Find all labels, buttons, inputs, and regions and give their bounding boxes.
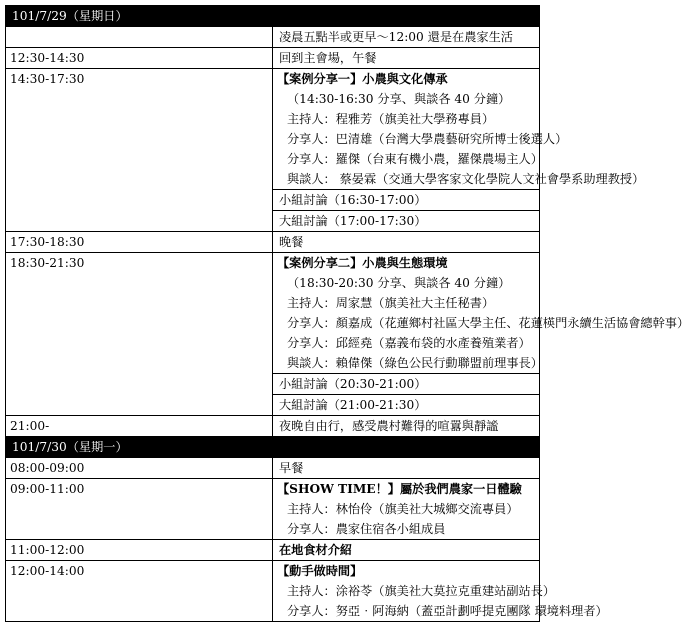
session-title: 【案例分享一】小農與文化傳承 <box>277 72 448 86</box>
activity-cell: 早餐 <box>273 458 540 479</box>
time-cell <box>6 27 273 48</box>
activity-cell: 回到主會場，午餐 <box>273 48 540 69</box>
session-detail <box>273 479 540 540</box>
session-line: 與談人：賴偉傑（綠色公民行動聯盟前理事長） <box>287 356 543 370</box>
table-row <box>6 48 540 69</box>
table-row <box>6 69 540 190</box>
activity-cell: 晚餐 <box>273 232 540 253</box>
table-row <box>6 27 540 48</box>
session-line: 分享人：努亞‧阿海納（蓋亞計劃呼提克團隊 環境料理者） <box>287 604 608 618</box>
table-row <box>6 232 540 253</box>
group-discussion: 小組討論（16:30-17:00） <box>273 190 540 211</box>
time-cell: 18:30-21:30 <box>6 253 273 416</box>
session-title: 【動手做時間】 <box>277 564 363 578</box>
group-discussion: 大組討論（21:00-21:30） <box>273 395 540 416</box>
session-line: 主持人：程雅芳（旗美社大學務專員） <box>287 112 495 126</box>
session-line: （18:30-20:30 分享、與談各 40 分鐘） <box>287 276 511 290</box>
session-detail <box>273 69 645 190</box>
table-row <box>6 253 540 374</box>
time-cell: 21:00- <box>6 416 273 437</box>
session-line: 主持人：涂裕苓（旗美社大莫拉克重建站副站長） <box>287 584 556 598</box>
day-header-label: 101/7/30（星期一） <box>12 440 128 454</box>
group-discussion: 大組討論（17:00-17:30） <box>273 211 540 232</box>
day-header <box>6 437 540 458</box>
session-title: 【SHOW TIME！】屬於我們農家一日體驗 <box>277 482 522 496</box>
session-detail <box>273 561 608 622</box>
time-cell: 12:30-14:30 <box>6 48 273 69</box>
session-line: 分享人：邱經堯（嘉義布袋的水產養殖業者） <box>287 336 531 350</box>
session-title: 【案例分享二】小農與生態環境 <box>277 256 448 270</box>
time-cell: 17:30-18:30 <box>6 232 273 253</box>
activity-cell: 在地食材介紹 <box>273 540 540 561</box>
activity-cell: 夜晚自由行，感受農村難得的喧囂與靜謐 <box>273 416 540 437</box>
group-discussion: 小組討論（20:30-21:00） <box>273 374 540 395</box>
session-line: 主持人：周家慧（旗美社大主任秘書） <box>287 296 495 310</box>
day-header-label: 101/7/29（星期日） <box>12 9 128 23</box>
table-row <box>6 416 540 437</box>
table-row <box>6 561 540 622</box>
table-row <box>6 458 540 479</box>
time-cell: 08:00-09:00 <box>6 458 273 479</box>
time-cell: 14:30-17:30 <box>6 69 273 232</box>
schedule-table <box>5 5 689 622</box>
time-cell: 12:00-14:00 <box>6 561 273 622</box>
session-line: 分享人：顏嘉成（花蓮鄉村社區大學主任、花蓮楧門永續生活協會總幹事） <box>287 316 689 330</box>
schedule-document <box>5 5 689 622</box>
session-line: 分享人：羅傑（台東有機小農，羅傑農場主人） <box>287 152 543 166</box>
table-row <box>6 540 540 561</box>
day-header <box>6 6 540 27</box>
session-line: 分享人：農家住宿各小組成員 <box>287 522 446 536</box>
time-cell: 09:00-11:00 <box>6 479 273 540</box>
session-line: 與談人： 蔡晏霖（交通大學客家文化學院人文社會學系助理教授） <box>287 172 645 186</box>
time-cell: 11:00-12:00 <box>6 540 273 561</box>
session-detail <box>273 253 689 374</box>
table-row <box>6 479 540 540</box>
session-line: 主持人：林怡伶（旗美社大城鄉交流專員） <box>287 502 519 516</box>
session-line: 分享人：巴清雄（台灣大學農藝研究所博士後選人） <box>287 132 568 146</box>
activity-cell: 凌晨五點半或更早～12:00 還是在農家生活 <box>273 27 540 48</box>
session-line: （14:30-16:30 分享、與談各 40 分鐘） <box>287 92 511 106</box>
